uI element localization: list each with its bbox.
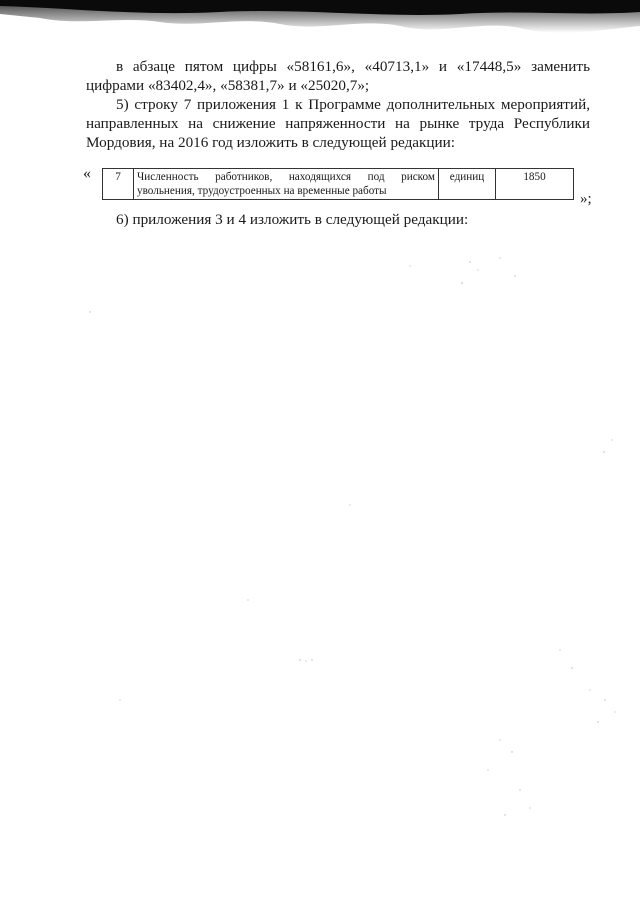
row-indicator-name: Численность работников, находящихся под риском увольнения, трудоустроенных на временные работы	[134, 169, 439, 200]
row-unit: единиц	[439, 169, 496, 200]
scan-edge-artifact	[0, 0, 640, 46]
inserted-row-table	[102, 168, 574, 200]
close-quote: »;	[580, 191, 592, 207]
table-row	[103, 169, 574, 200]
inserted-table-block	[83, 165, 592, 210]
paragraph-item-5: 5) строку 7 приложения 1 к Программе дополнительных мероприятий, направленных на снижение напряженности на рынке труда Республики Мордовия, на 2016 год изложить в следующей редакции:	[86, 96, 590, 151]
paragraph-amend-figures: в абзаце пятом цифры «58161,6», «40713,1» и «17448,5» заменить цифрами «83402,4», «58381,7» и «25020,7»;	[86, 58, 590, 94]
row-value: 1850	[496, 169, 574, 200]
paragraph-item-6: 6) приложения 3 и 4 изложить в следующей редакции:	[116, 211, 469, 228]
open-quote: «	[83, 165, 91, 182]
row-number: 7	[103, 169, 134, 200]
document-body	[83, 57, 592, 229]
